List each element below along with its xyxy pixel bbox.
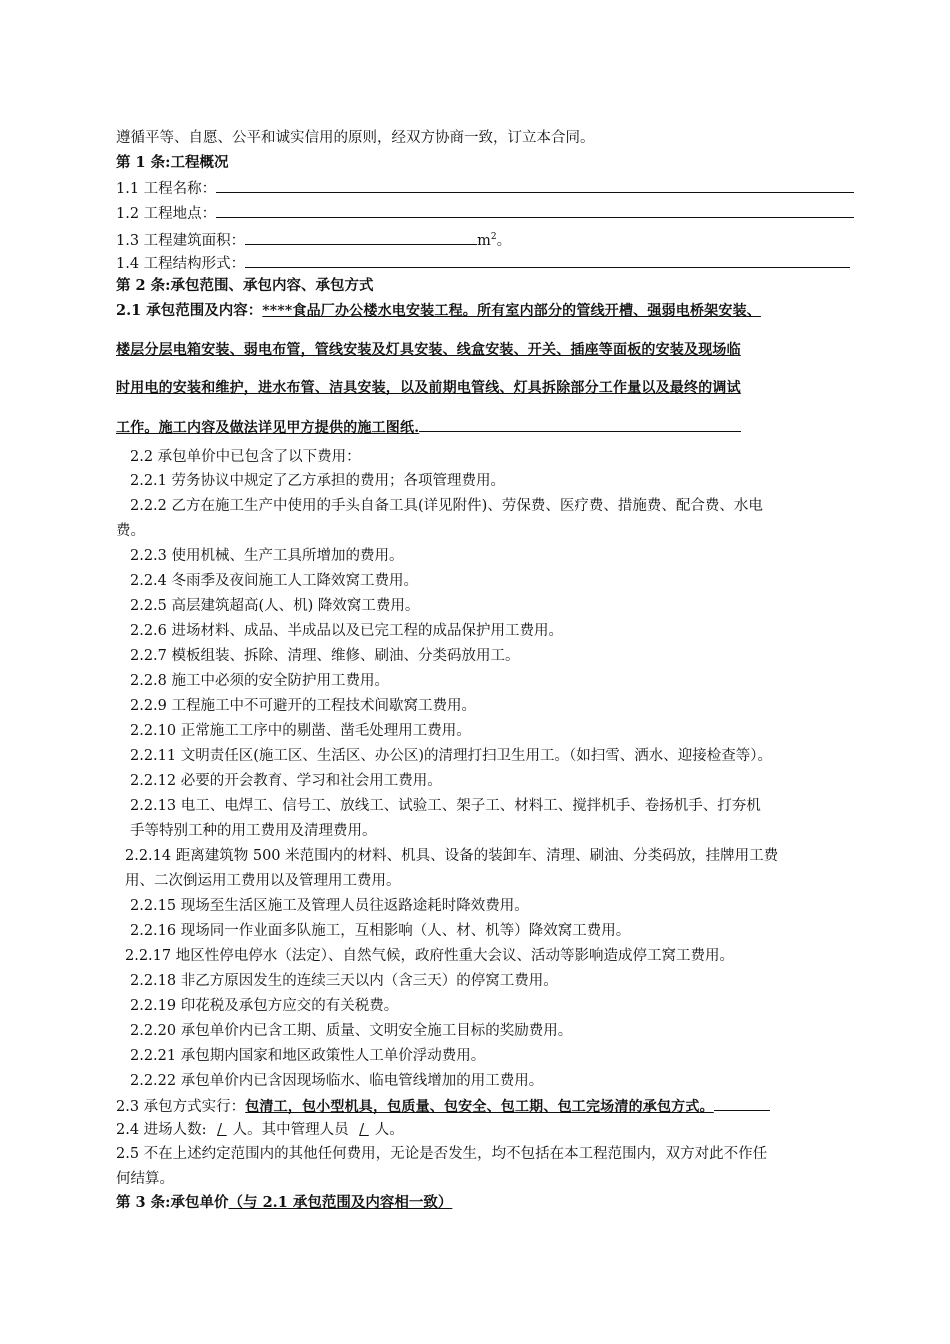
contract-mode-value: 包清工，包小型机具，包质量、包安全、包工期、包工完场清的承包方式。 [245,1099,714,1115]
staff-count-row [116,1120,404,1140]
contract-mode-row [116,1095,770,1117]
fee-item: 2.2.5 高层建筑超高(人、机) 降效窝工费用。 [130,598,420,614]
scope-row-1 [116,301,761,321]
scope-text-3: 时用电的安装和维护，进水布管、洁具安装，以及前期电管线、灯具拆除部分工作量以及最终的调试 [116,380,741,396]
fee-item: 2.2.21 承包期内国家和地区政策性人工单价浮动费用。 [130,1048,486,1064]
fee-item: 2.2.18 非乙方原因发生的连续三天以内（含三天）的停窝工费用。 [130,973,558,989]
scope-row-4 [116,416,741,438]
fee-item: 2.2.2 乙方在施工生产中使用的手头自备工具(详见附件)、劳保费、医疗费、措施费、配合费、水电 [130,498,763,514]
scope-label: 2.1 承包范围及内容： [116,302,263,319]
scope-trailing-line [419,416,741,432]
scope-text-4: 工作。施工内容及做法详见甲方提供的施工图纸. [116,420,420,436]
building-area-label: 1.3 工程建筑面积： [116,232,246,249]
staff-count-value[interactable]: / [217,1122,227,1138]
fee-item: 2.2.7 模板组装、拆除、清理、维修、刷油、分类码放用工。 [130,648,520,664]
structure-row [116,252,850,274]
article-3-note: （与 2.1 承包范围及内容相一致） [228,1194,453,1211]
staff-count-end: 人。 [374,1122,404,1138]
area-unit: m [477,232,491,249]
manager-count-value[interactable]: / [359,1122,369,1138]
fee-item: 2.2.10 正常施工工序中的剔凿、凿毛处理用工费用。 [130,723,471,739]
staff-count-label: 2.4 进场人数: [116,1122,207,1138]
exclusion-clause: 2.5 不在上述约定范围内的其他任何费用，无论是否发生，均不包括在本工程范围内，双方对此不作任 [116,1146,768,1162]
fee-item: 2.2.14 距离建筑物 500 米范围内的材料、机具、设备的装卸车、清理、刷油、分类码放，挂牌用工费 [125,848,779,864]
area-unit-sup: 2 [490,232,497,242]
project-name-label: 1.1 工程名称： [116,181,217,197]
fees-intro: 2.2 承包单价中已包含了以下费用： [130,449,361,465]
article-2-title: 第 2 条:承包范围、承包内容、承包方式 [116,277,374,294]
fee-item: 2.2.20 承包单价内已含工期、质量、文明安全施工目标的奖励费用。 [130,1023,573,1039]
scope-text-1: ****食品厂办公楼水电安装工程。所有室内部分的管线开槽、强弱电桥架安装、 [262,303,761,319]
contract-mode-label: 2.3 承包方式实行： [116,1099,246,1115]
project-location-blank[interactable] [216,202,854,218]
fee-item: 2.2.22 承包单价内已含因现场临水、临电管线增加的用工费用。 [130,1073,544,1089]
building-area-blank[interactable] [245,229,477,245]
fee-item: 2.2.19 印花税及承包方应交的有关税费。 [130,998,399,1014]
staff-count-mid: 人。其中管理人员 [232,1122,349,1138]
fee-item: 2.2.12 必要的开会教育、学习和社会用工费用。 [130,773,442,789]
fee-item: 2.2.13 电工、电焊工、信号工、放线工、试验工、架子工、材料工、搅拌机手、卷扬机手、打夯机 [130,798,761,814]
intro-text: 遵循平等、自愿、公平和诚实信用的原则，经双方协商一致，订立本合同。 [116,130,595,146]
structure-label: 1.4 工程结构形式： [116,256,246,272]
fee-item: 2.2.1 劳务协议中规定了乙方承担的费用；各项管理费用。 [130,473,506,489]
fee-item: 2.2.16 现场同一作业面多队施工，互相影响（人、材、机等）降效窝工费用。 [130,923,631,939]
fee-item: 2.2.4 冬雨季及夜间施工人工降效窝工费用。 [130,573,419,589]
project-location-row [116,202,854,224]
area-end: 。 [496,232,512,249]
project-location-label: 1.2 工程地点： [116,206,217,222]
structure-blank[interactable] [245,252,850,268]
article-1-title: 第 1 条:工程概况 [116,154,229,171]
project-name-blank[interactable] [216,177,854,193]
fee-item-cont: 用、二次倒运用工费用以及管理用工费用。 [125,873,401,889]
fee-item-cont: 手等特别工种的用工费用及清理费用。 [130,823,377,839]
fee-item: 2.2.6 进场材料、成品、半成品以及已完工程的成品保护用工费用。 [130,623,564,639]
fee-item: 2.2.8 施工中必须的安全防护用工费用。 [130,673,390,689]
fee-item: 2.2.3 使用机械、生产工具所增加的费用。 [130,548,404,564]
scope-text-2: 楼层分层电箱安装、弱电布管，管线安装及灯具安装、线盒安装、开关、插座等面板的安装及现场临 [116,342,741,358]
fee-item: 2.2.15 现场至生活区施工及管理人员往返路途耗时降效费用。 [130,898,529,914]
fee-item: 2.2.11 文明责任区(施工区、生活区、办公区)的清理打扫卫生用工。（如扫雪、洒水、迎接检查等）。 [130,748,773,764]
building-area-row [116,227,511,251]
fee-item: 2.2.17 地区性停电停水（法定）、自然气候，政府性重大会议、活动等影响造成停工窝工费用。 [125,948,734,964]
fee-item: 2.2.9 工程施工中不可避开的工程技术间歇窝工费用。 [130,698,477,714]
article-3-title: 第 3 条:承包单价 [116,1194,229,1211]
exclusion-clause-cont: 何结算。 [116,1171,174,1187]
project-name-row [116,177,854,199]
fee-item-cont: 费。 [116,523,145,539]
article-3-title-row [116,1193,452,1213]
contract-mode-line [714,1095,770,1111]
